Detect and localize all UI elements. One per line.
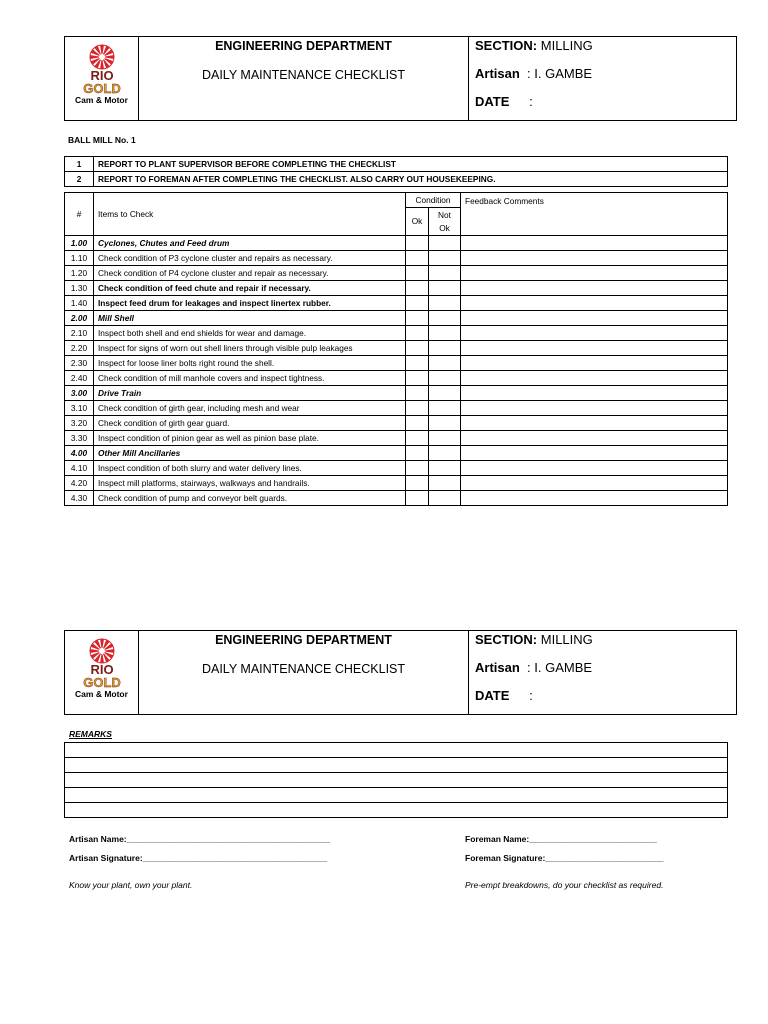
instruction-number: 1 bbox=[65, 157, 94, 172]
ok-checkbox-cell[interactable] bbox=[406, 371, 429, 386]
remarks-table bbox=[64, 742, 728, 818]
item-text: Inspect both shell and end shields for wear and damage. bbox=[94, 326, 406, 341]
item-number: 1.00 bbox=[65, 236, 94, 251]
svg-text:GOLD: GOLD bbox=[83, 81, 121, 95]
item-text: Cyclones, Chutes and Feed drum bbox=[94, 236, 406, 251]
remarks-line-field[interactable] bbox=[65, 803, 728, 818]
item-text: Mill Shell bbox=[94, 311, 406, 326]
ok-checkbox-cell[interactable] bbox=[406, 356, 429, 371]
foreman-signature-field[interactable]: Foreman Signature:_________________________ bbox=[465, 853, 664, 863]
ok-checkbox-cell[interactable] bbox=[406, 401, 429, 416]
ok-checkbox-cell[interactable] bbox=[406, 311, 429, 326]
checklist-row bbox=[65, 251, 728, 266]
item-number: 3.30 bbox=[65, 431, 94, 446]
ok-checkbox-cell[interactable] bbox=[406, 326, 429, 341]
ok-checkbox-cell[interactable] bbox=[406, 341, 429, 356]
logo-cell bbox=[65, 37, 139, 120]
item-text: Inspect mill platforms, stairways, walkways and handrails. bbox=[94, 476, 406, 491]
ok-checkbox-cell[interactable] bbox=[406, 431, 429, 446]
date-label: DATE bbox=[475, 688, 510, 703]
item-text: Check condition of feed chute and repair if necessary. bbox=[94, 281, 406, 296]
motto-right: Pre-empt breakdowns, do your checklist as required. bbox=[465, 880, 664, 890]
not-ok-checkbox-cell[interactable] bbox=[429, 281, 461, 296]
item-text: Other Mill Ancillaries bbox=[94, 446, 406, 461]
logo-caption: Cam & Motor bbox=[75, 95, 128, 105]
item-number: 2.40 bbox=[65, 371, 94, 386]
feedback-comment-cell[interactable] bbox=[461, 461, 728, 476]
item-text: Check condition of mill manhole covers and inspect tightness. bbox=[94, 371, 406, 386]
item-number: 1.20 bbox=[65, 266, 94, 281]
department-title: ENGINEERING DEPARTMENT bbox=[215, 633, 392, 647]
not-ok-checkbox-cell[interactable] bbox=[429, 461, 461, 476]
feedback-comment-cell[interactable] bbox=[461, 281, 728, 296]
item-text: Inspect condition of pinion gear as well as pinion base plate. bbox=[94, 431, 406, 446]
checklist-row bbox=[65, 326, 728, 341]
checklist-section-row bbox=[65, 236, 728, 251]
not-ok-checkbox-cell[interactable] bbox=[429, 371, 461, 386]
logo-cell bbox=[65, 631, 139, 714]
checklist-row bbox=[65, 401, 728, 416]
ok-checkbox-cell[interactable] bbox=[406, 236, 429, 251]
artisan-name-field[interactable]: Artisan Name:___________________________________________ bbox=[69, 834, 330, 844]
rio-gold-logo-icon bbox=[79, 43, 125, 95]
not-ok-checkbox-cell[interactable] bbox=[429, 296, 461, 311]
feedback-comment-cell[interactable] bbox=[461, 491, 728, 506]
remarks-line-field[interactable] bbox=[65, 773, 728, 788]
svg-text:RIO: RIO bbox=[90, 68, 114, 83]
remarks-label: REMARKS bbox=[69, 729, 112, 739]
svg-text:GOLD: GOLD bbox=[83, 675, 121, 689]
checklist-title: DAILY MAINTENANCE CHECKLIST bbox=[201, 68, 406, 82]
col-feedback-header: Feedback Comments bbox=[461, 193, 728, 236]
artisan-line bbox=[475, 660, 592, 675]
checklist-row bbox=[65, 281, 728, 296]
header-top bbox=[64, 36, 737, 121]
remarks-line-field[interactable] bbox=[65, 758, 728, 773]
checklist-table bbox=[64, 192, 728, 506]
instruction-number: 2 bbox=[65, 172, 94, 187]
feedback-comment-cell[interactable] bbox=[461, 356, 728, 371]
item-number: 4.30 bbox=[65, 491, 94, 506]
not-ok-checkbox-cell[interactable] bbox=[429, 401, 461, 416]
item-text: Drive Train bbox=[94, 386, 406, 401]
feedback-comment-cell[interactable] bbox=[461, 251, 728, 266]
feedback-comment-cell[interactable] bbox=[461, 431, 728, 446]
section-value: MILLING bbox=[540, 38, 593, 53]
not-ok-checkbox-cell[interactable] bbox=[429, 446, 461, 461]
ok-checkbox-cell[interactable] bbox=[406, 461, 429, 476]
date-line bbox=[475, 688, 533, 703]
feedback-comment-cell[interactable] bbox=[461, 311, 728, 326]
feedback-comment-cell[interactable] bbox=[461, 416, 728, 431]
instruction-row bbox=[65, 157, 728, 172]
svg-text:RIO: RIO bbox=[90, 662, 114, 677]
item-number: 1.30 bbox=[65, 281, 94, 296]
col-items-header: Items to Check bbox=[94, 193, 406, 236]
artisan-value: : I. GAMBE bbox=[527, 660, 593, 675]
feedback-comment-cell[interactable] bbox=[461, 341, 728, 356]
date-value: : bbox=[529, 688, 533, 703]
col-notok-header-line2: Ok bbox=[429, 222, 461, 236]
checklist-row bbox=[65, 491, 728, 506]
instructions-table bbox=[64, 156, 728, 187]
not-ok-checkbox-cell[interactable] bbox=[429, 251, 461, 266]
feedback-comment-cell[interactable] bbox=[461, 266, 728, 281]
item-number: 2.00 bbox=[65, 311, 94, 326]
instruction-text: REPORT TO FOREMAN AFTER COMPLETING THE CHECKLIST. ALSO CARRY OUT HOUSEKEEPING. bbox=[94, 172, 728, 187]
section-value: MILLING bbox=[540, 632, 593, 647]
not-ok-checkbox-cell[interactable] bbox=[429, 431, 461, 446]
col-number-header: # bbox=[65, 193, 94, 236]
header-bottom bbox=[64, 630, 737, 715]
feedback-comment-cell[interactable] bbox=[461, 371, 728, 386]
item-text: Inspect for loose liner bolts right round the shell. bbox=[94, 356, 406, 371]
ok-checkbox-cell[interactable] bbox=[406, 416, 429, 431]
not-ok-checkbox-cell[interactable] bbox=[429, 341, 461, 356]
ok-checkbox-cell[interactable] bbox=[406, 281, 429, 296]
checklist-row bbox=[65, 476, 728, 491]
item-number: 3.00 bbox=[65, 386, 94, 401]
not-ok-checkbox-cell[interactable] bbox=[429, 491, 461, 506]
remarks-line bbox=[65, 803, 728, 818]
item-number: 3.10 bbox=[65, 401, 94, 416]
col-ok-header: Ok bbox=[406, 208, 429, 236]
item-text: Check condition of P3 cyclone cluster and repairs as necessary. bbox=[94, 251, 406, 266]
checklist-header-row bbox=[65, 193, 728, 208]
remarks-line bbox=[65, 758, 728, 773]
department-title: ENGINEERING DEPARTMENT bbox=[215, 39, 392, 53]
remarks-body bbox=[65, 743, 728, 818]
feedback-comment-cell[interactable] bbox=[461, 446, 728, 461]
remarks-line bbox=[65, 788, 728, 803]
checklist-title: DAILY MAINTENANCE CHECKLIST bbox=[201, 662, 406, 676]
section-line bbox=[475, 38, 593, 53]
item-number: 2.20 bbox=[65, 341, 94, 356]
feedback-comment-cell[interactable] bbox=[461, 236, 728, 251]
date-label: DATE bbox=[475, 94, 510, 109]
item-text: Inspect condition of both slurry and water delivery lines. bbox=[94, 461, 406, 476]
artisan-line bbox=[475, 66, 592, 81]
ok-checkbox-cell[interactable] bbox=[406, 476, 429, 491]
artisan-value: : I. GAMBE bbox=[527, 66, 593, 81]
foreman-name-field[interactable]: Foreman Name:___________________________ bbox=[465, 834, 657, 844]
not-ok-checkbox-cell[interactable] bbox=[429, 326, 461, 341]
ok-checkbox-cell[interactable] bbox=[406, 491, 429, 506]
item-number: 3.20 bbox=[65, 416, 94, 431]
ok-checkbox-cell[interactable] bbox=[406, 386, 429, 401]
item-text: Check condition of P4 cyclone cluster and repair as necessary. bbox=[94, 266, 406, 281]
col-condition-header: Condition bbox=[406, 193, 461, 208]
mill-label: BALL MILL No. 1 bbox=[68, 135, 136, 145]
artisan-signature-field[interactable]: Artisan Signature:_______________________________________ bbox=[69, 853, 328, 863]
not-ok-checkbox-cell[interactable] bbox=[429, 311, 461, 326]
header-title-cell bbox=[139, 631, 469, 714]
remarks-line bbox=[65, 743, 728, 758]
ok-checkbox-cell[interactable] bbox=[406, 266, 429, 281]
instruction-row bbox=[65, 172, 728, 187]
not-ok-checkbox-cell[interactable] bbox=[429, 416, 461, 431]
rio-gold-logo-icon bbox=[79, 637, 125, 689]
header-title-cell bbox=[139, 37, 469, 120]
checklist-row bbox=[65, 341, 728, 356]
item-text: Check condition of pump and conveyor belt guards. bbox=[94, 491, 406, 506]
item-number: 1.10 bbox=[65, 251, 94, 266]
checklist-section-row bbox=[65, 311, 728, 326]
item-text: Inspect feed drum for leakages and inspect linertex rubber. bbox=[94, 296, 406, 311]
header-info-cell bbox=[469, 631, 736, 714]
date-value: : bbox=[529, 94, 533, 109]
item-number: 4.00 bbox=[65, 446, 94, 461]
col-notok-header-line1: Not bbox=[429, 208, 461, 223]
item-number: 4.10 bbox=[65, 461, 94, 476]
checklist-row bbox=[65, 356, 728, 371]
checklist-row bbox=[65, 416, 728, 431]
not-ok-checkbox-cell[interactable] bbox=[429, 386, 461, 401]
checklist-row bbox=[65, 266, 728, 281]
date-line bbox=[475, 94, 533, 109]
section-line bbox=[475, 632, 593, 647]
item-number: 1.40 bbox=[65, 296, 94, 311]
item-text: Inspect for signs of worn out shell liners through visible pulp leakages bbox=[94, 341, 406, 356]
remarks-line-field[interactable] bbox=[65, 788, 728, 803]
checklist-row bbox=[65, 461, 728, 476]
section-label: SECTION: bbox=[475, 38, 538, 53]
feedback-comment-cell[interactable] bbox=[461, 401, 728, 416]
checklist-body bbox=[65, 236, 728, 506]
motto-left: Know your plant, own your plant. bbox=[69, 880, 193, 890]
checklist-row bbox=[65, 371, 728, 386]
item-text: Check condition of girth gear, including mesh and wear bbox=[94, 401, 406, 416]
item-number: 2.30 bbox=[65, 356, 94, 371]
not-ok-checkbox-cell[interactable] bbox=[429, 476, 461, 491]
not-ok-checkbox-cell[interactable] bbox=[429, 266, 461, 281]
remarks-line bbox=[65, 773, 728, 788]
not-ok-checkbox-cell[interactable] bbox=[429, 236, 461, 251]
checklist-row bbox=[65, 431, 728, 446]
artisan-label: Artisan bbox=[475, 66, 520, 81]
logo-caption: Cam & Motor bbox=[75, 689, 128, 699]
header-info-cell bbox=[469, 37, 736, 120]
artisan-label: Artisan bbox=[475, 660, 520, 675]
ok-checkbox-cell[interactable] bbox=[406, 251, 429, 266]
not-ok-checkbox-cell[interactable] bbox=[429, 356, 461, 371]
remarks-line-field[interactable] bbox=[65, 743, 728, 758]
item-number: 4.20 bbox=[65, 476, 94, 491]
item-number: 2.10 bbox=[65, 326, 94, 341]
feedback-comment-cell[interactable] bbox=[461, 476, 728, 491]
feedback-comment-cell[interactable] bbox=[461, 296, 728, 311]
instruction-text: REPORT TO PLANT SUPERVISOR BEFORE COMPLETING THE CHECKLIST bbox=[94, 157, 728, 172]
section-label: SECTION: bbox=[475, 632, 538, 647]
checklist-section-row bbox=[65, 446, 728, 461]
feedback-comment-cell[interactable] bbox=[461, 326, 728, 341]
checklist-row bbox=[65, 296, 728, 311]
checklist-section-row bbox=[65, 386, 728, 401]
item-text: Check condition of girth gear guard. bbox=[94, 416, 406, 431]
feedback-comment-cell[interactable] bbox=[461, 386, 728, 401]
ok-checkbox-cell[interactable] bbox=[406, 296, 429, 311]
ok-checkbox-cell[interactable] bbox=[406, 446, 429, 461]
